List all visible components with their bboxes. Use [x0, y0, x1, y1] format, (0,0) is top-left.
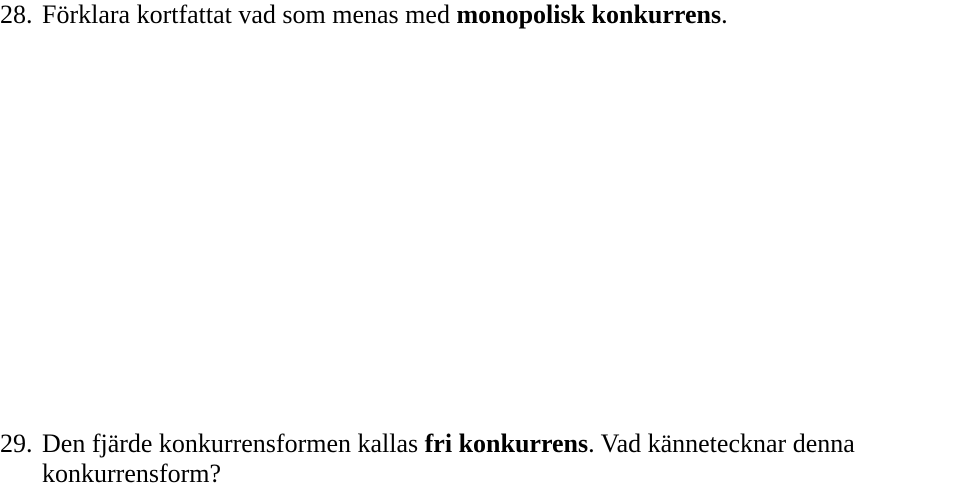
question-continuation: konkurrensform?	[42, 459, 222, 488]
question-text-end: .	[721, 0, 728, 29]
question-text: Förklara kortfattat vad som menas med	[42, 0, 457, 29]
question-text-end: . Vad kännetecknar denna	[588, 429, 855, 458]
question-number: 28.	[0, 0, 33, 29]
question-key-term: fri konkurrens	[424, 429, 589, 458]
question-number: 29.	[0, 429, 33, 458]
question-key-term: monopolisk konkurrens	[456, 0, 722, 29]
question-29	[0, 429, 855, 489]
question-28	[0, 0, 728, 30]
question-text: Den fjärde konkurrensformen kallas	[42, 429, 425, 458]
